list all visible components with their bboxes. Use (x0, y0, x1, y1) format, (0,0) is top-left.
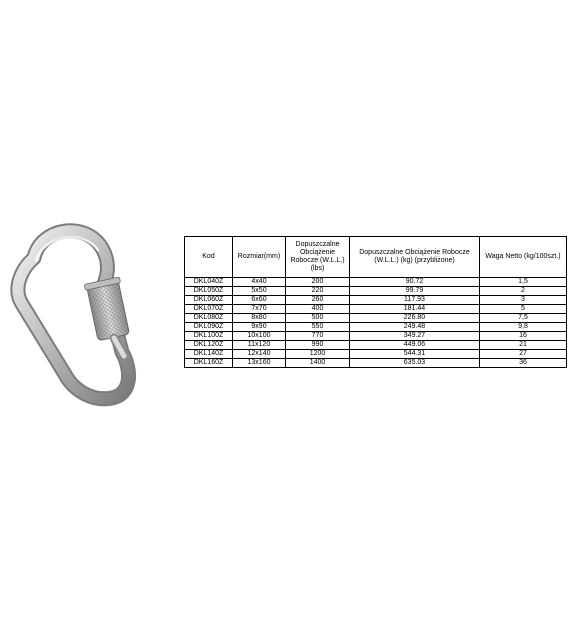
cell-code: DKL100Z (185, 332, 233, 341)
cell-wll-kg: 226.80 (350, 314, 480, 323)
table-row (185, 332, 567, 341)
table-row (185, 287, 567, 296)
table-row (185, 314, 567, 323)
cell-net-weight: 1,5 (480, 278, 567, 287)
cell-code: DKL140Z (185, 350, 233, 359)
cell-net-weight: 27 (480, 350, 567, 359)
carabiner-image (0, 218, 160, 410)
cell-wll-lbs: 770 (286, 332, 350, 341)
header-wll-kg: Dopuszczalne Obciążenie Robocze (W.L.L.) (kg) (przybliżone) (350, 237, 480, 278)
cell-code: DKL160Z (185, 359, 233, 368)
cell-wll-kg: 449.06 (350, 341, 480, 350)
cell-code: DKL040Z (185, 278, 233, 287)
cell-size: 11x120 (233, 341, 286, 350)
cell-size: 7x70 (233, 305, 286, 314)
table-row (185, 296, 567, 305)
cell-net-weight: 5 (480, 305, 567, 314)
cell-net-weight: 36 (480, 359, 567, 368)
table-row (185, 305, 567, 314)
cell-wll-kg: 635.03 (350, 359, 480, 368)
cell-size: 9x90 (233, 323, 286, 332)
table-header-row (185, 237, 567, 278)
cell-code: DKL060Z (185, 296, 233, 305)
cell-wll-kg: 90.72 (350, 278, 480, 287)
table-row (185, 323, 567, 332)
cell-size: 5x50 (233, 287, 286, 296)
cell-net-weight: 3 (480, 296, 567, 305)
cell-net-weight: 21 (480, 341, 567, 350)
cell-net-weight: 9,8 (480, 323, 567, 332)
cell-net-weight: 7,5 (480, 314, 567, 323)
cell-code: DKL080Z (185, 314, 233, 323)
cell-size: 4x40 (233, 278, 286, 287)
cell-size: 10x100 (233, 332, 286, 341)
cell-net-weight: 16 (480, 332, 567, 341)
header-wll-lbs: Dopuszczalne Obciążenie Robocze (W.L.L.) (lbs) (286, 237, 350, 278)
cell-wll-kg: 99.79 (350, 287, 480, 296)
cell-wll-lbs: 260 (286, 296, 350, 305)
specification-table (184, 236, 567, 368)
cell-wll-lbs: 220 (286, 287, 350, 296)
header-net-weight: Waga Netto (kg/100szt.) (480, 237, 567, 278)
cell-wll-kg: 249.48 (350, 323, 480, 332)
cell-wll-lbs: 400 (286, 305, 350, 314)
cell-size: 12x140 (233, 350, 286, 359)
table-row (185, 350, 567, 359)
cell-code: DKL090Z (185, 323, 233, 332)
cell-wll-kg: 349.27 (350, 332, 480, 341)
cell-size: 13x160 (233, 359, 286, 368)
cell-wll-lbs: 1400 (286, 359, 350, 368)
cell-size: 8x80 (233, 314, 286, 323)
header-size: Rozmiar(mm) (233, 237, 286, 278)
table-row (185, 359, 567, 368)
cell-wll-kg: 544.31 (350, 350, 480, 359)
cell-wll-lbs: 500 (286, 314, 350, 323)
cell-code: DKL050Z (185, 287, 233, 296)
table-row (185, 278, 567, 287)
table-row (185, 341, 567, 350)
cell-wll-kg: 181.44 (350, 305, 480, 314)
cell-wll-lbs: 1200 (286, 350, 350, 359)
cell-wll-lbs: 200 (286, 278, 350, 287)
cell-code: DKL070Z (185, 305, 233, 314)
header-code: Kod (185, 237, 233, 278)
cell-size: 6x60 (233, 296, 286, 305)
cell-wll-lbs: 550 (286, 323, 350, 332)
cell-wll-lbs: 990 (286, 341, 350, 350)
cell-net-weight: 2 (480, 287, 567, 296)
cell-code: DKL120Z (185, 341, 233, 350)
cell-wll-kg: 117.93 (350, 296, 480, 305)
